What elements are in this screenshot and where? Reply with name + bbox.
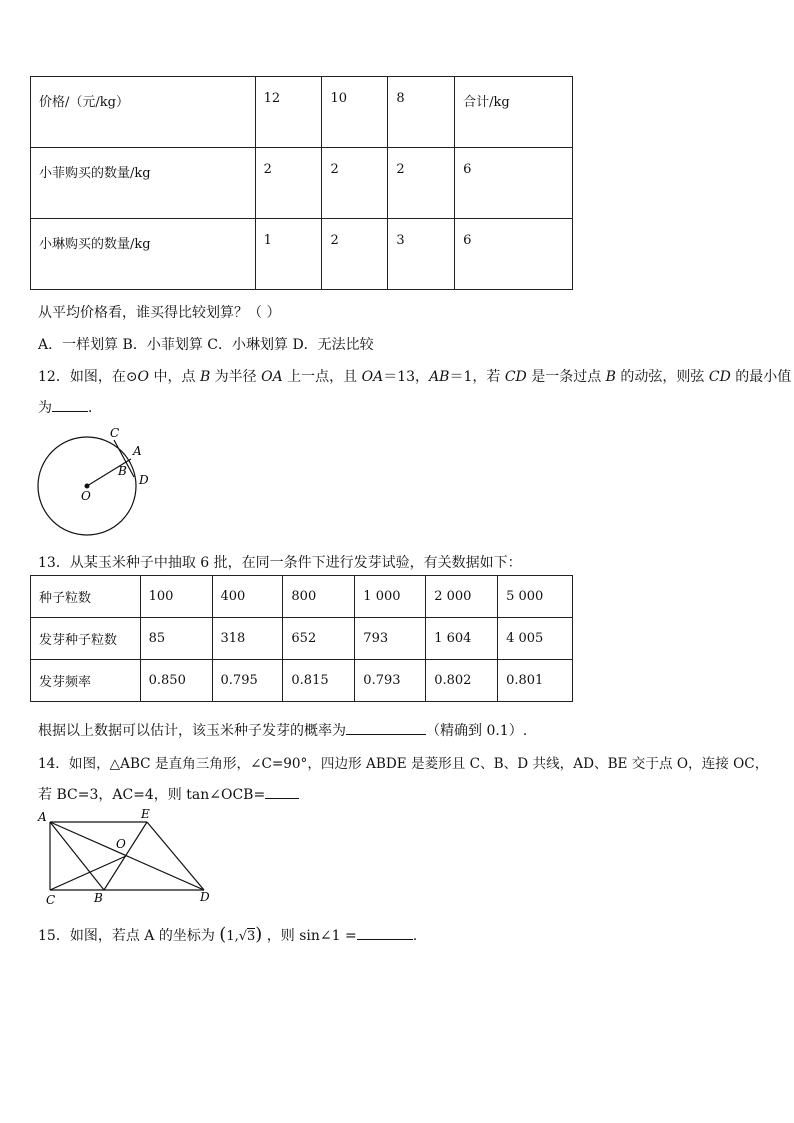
- q14-text-line1: 14．如图，△ABC 是直角三角形，∠C=90°，四边形 ABDE 是菱形且 C、B、D 共线，AD、BE 交于点 O，连接 OC，: [38, 756, 769, 772]
- table-row: [31, 576, 573, 618]
- table-cell: 发芽频率: [31, 660, 141, 702]
- q12-var: O: [137, 369, 150, 385]
- label-c: C: [110, 426, 120, 440]
- table-cell: 2: [322, 219, 388, 290]
- table-cell: 1 000: [355, 576, 426, 618]
- table-cell: 2 000: [426, 576, 498, 618]
- q12-text: ＝13，: [383, 369, 430, 385]
- price-table: [30, 76, 573, 290]
- q15-text-part: ，则 sin∠1 =: [266, 928, 357, 944]
- table-cell: 2: [255, 148, 322, 219]
- table-cell: 2: [322, 148, 388, 219]
- coordinate-close: ): [255, 924, 263, 945]
- table-row: [31, 148, 573, 219]
- q12-text: 的动弦，则弦: [615, 369, 709, 385]
- q13-conclusion: [38, 720, 527, 740]
- q15-text-part: .: [412, 928, 418, 944]
- table-cell: 0.815: [283, 660, 355, 702]
- table-cell: 6: [455, 148, 573, 219]
- q12-text-line1: [38, 366, 791, 386]
- q12-var: CD: [708, 369, 731, 385]
- q12-circle-figure: [30, 422, 160, 542]
- table-cell: 小琳购买的数量/kg: [31, 219, 256, 290]
- q12-text: 12．如图，在⊙: [38, 369, 138, 385]
- q12-text: 是一条过点: [526, 369, 606, 385]
- table-cell: 318: [212, 618, 283, 660]
- table-cell: 0.801: [498, 660, 573, 702]
- q13-intro: 13．从某玉米种子中抽取 6 批，在同一条件下进行发芽试验，有关数据如下：: [38, 555, 522, 571]
- label-a: A: [38, 810, 47, 824]
- label-b: B: [94, 891, 103, 905]
- table-cell: 合计/kg: [455, 77, 573, 148]
- answer-blank[interactable]: [265, 784, 299, 799]
- center-point-o: [85, 484, 90, 489]
- coordinate-expression: (: [219, 924, 227, 945]
- table-cell: 6: [455, 219, 573, 290]
- label-a: A: [133, 444, 142, 458]
- table-cell: 800: [283, 576, 355, 618]
- table-cell: 400: [212, 576, 283, 618]
- table-cell: 8: [388, 77, 455, 148]
- q12-var: AB: [429, 369, 450, 385]
- q12-text: 的最小值: [730, 369, 792, 385]
- segment-ed: [147, 822, 204, 890]
- table-cell: 3: [388, 219, 455, 290]
- q12-text: 为: [38, 400, 52, 416]
- label-o: O: [116, 837, 126, 851]
- q12-var: B: [199, 369, 211, 385]
- q12-text: 中，点: [149, 369, 200, 385]
- table-cell: 85: [140, 618, 212, 660]
- coord-x: 1,: [226, 929, 239, 944]
- table-row: [31, 618, 573, 660]
- q12-var: CD: [504, 369, 527, 385]
- q12-text: ．: [88, 400, 102, 416]
- q14-text: 若 BC=3，AC=4，则 tan∠OCB=: [38, 787, 266, 803]
- table-cell: 0.802: [426, 660, 498, 702]
- table-cell: 价格/（元/kg）: [31, 77, 256, 148]
- table-cell: 0.795: [212, 660, 283, 702]
- q14-rhombus-figure: [34, 808, 218, 908]
- q12-var: OA: [361, 369, 384, 385]
- table-cell: 4 005: [498, 618, 573, 660]
- q12-text: 上一点，且: [282, 369, 362, 385]
- table-cell: 100: [140, 576, 212, 618]
- q12-var: B: [605, 369, 616, 385]
- q13-text: （精确到 0.1）.: [426, 723, 528, 739]
- q11-question: 从平均价格看，谁买得比较划算？（ ）: [38, 305, 281, 321]
- q15-text: [38, 924, 417, 945]
- germination-table: [30, 575, 573, 702]
- table-cell: 1: [255, 219, 322, 290]
- q14-text-line2: [38, 784, 299, 804]
- label-d: D: [139, 473, 149, 487]
- segment-ab: [50, 822, 104, 890]
- table-cell: 小菲购买的数量/kg: [31, 148, 256, 219]
- sqrt-radicand: 3: [247, 929, 256, 944]
- answer-blank[interactable]: [357, 925, 413, 940]
- q13-text: 根据以上数据可以估计，该玉米种子发芽的概率为: [38, 723, 346, 739]
- table-cell: 5 000: [498, 576, 573, 618]
- table-cell: 发芽种子粒数: [31, 618, 141, 660]
- table-cell: 2: [388, 148, 455, 219]
- q11-options: A．一样划算 B．小菲划算 C．小琳划算 D．无法比较: [38, 337, 374, 353]
- q12-text: 为半径: [210, 369, 262, 385]
- table-row: [31, 219, 573, 290]
- sqrt-sign: √: [238, 929, 248, 944]
- table-cell: 0.793: [355, 660, 426, 702]
- answer-blank[interactable]: [52, 397, 88, 412]
- label-d: D: [200, 890, 210, 904]
- label-o: O: [81, 489, 91, 503]
- q12-text: ＝1，若: [449, 369, 505, 385]
- answer-blank[interactable]: [346, 720, 426, 735]
- table-cell: 12: [255, 77, 322, 148]
- label-c: C: [46, 893, 56, 907]
- q12-text-line2: [38, 397, 102, 417]
- table-cell: 种子粒数: [31, 576, 141, 618]
- label-b: B: [118, 464, 127, 478]
- table-cell: 10: [322, 77, 388, 148]
- table-cell: 0.850: [140, 660, 212, 702]
- table-row: [31, 77, 573, 148]
- table-cell: 652: [283, 618, 355, 660]
- table-row: [31, 660, 573, 702]
- label-e: E: [141, 808, 150, 821]
- q12-var: OA: [261, 369, 283, 385]
- q15-text-part: 15．如图，若点 A 的坐标为: [38, 928, 215, 944]
- table-cell: 793: [355, 618, 426, 660]
- table-cell: 1 604: [426, 618, 498, 660]
